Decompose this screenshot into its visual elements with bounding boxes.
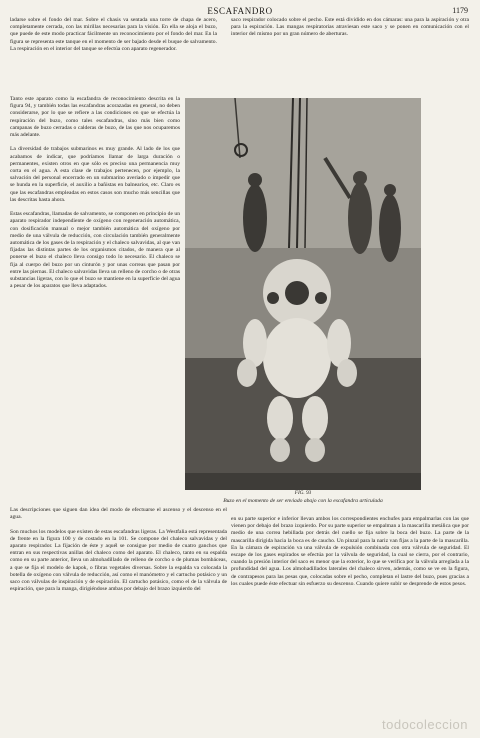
text-side-left: Tanto este aparato como la escafandra de reconocimiento descrita en la figura 94, y también todas las escafandras acorazadas en general, no deben considerarse, por lo que se refiere a las condiciones en que se efectúa la respiración del buzo, como tales escafandras, sino más bien como campanas de buzo cerradas o calderas de buzo, de las que nos ocuparemos más adelante. La diversidad de trabajos submarinos es muy grande. Al lado de los que acabamos de indicar, que podríamos llamar de larga duración o permanentes, existen otros en que sólo es preciso una permanencia muy corta en el agua. A esta clase de trabajos pertenecen, por ejemplo, la salvación del personal encerrado en un submarino averiado o impedir que se hunda en la superficie, el auxilio a bañistas en balnearios, etc. Claro es que las escafandras empleadas en estos casos son mucho más sencillas que las descritas hasta ahora. Estas escafandras, llamadas de salvamento, se componen en principio de un aparato respirador independiente de oxígeno con regeneración automática, con dosificación manual o mejor también automática del oxígeno por medio de una válvula de reducción, con circulación también generalmente automática de los gases de la respiración y el chaleco salvavidas, al que van fijadas las distintas partes de los organismos citados, de manera que al ponerse el buzo el chaleco lleva consigo todo lo necesario. El chaleco se fija al cuerpo del buzo por un cinturón y por unas correas que pasan por entre las piernas. El chaleco salvavidas lleva un relleno de corcho o de otras substancias ligeras, con lo que el buzo se mantiene en la superficie del agua a pesar de los aparatos que lleva adaptados.	[10, 96, 180, 290]
figure-label: FIG. 93	[294, 490, 312, 496]
text-bottom-left: Las descripciones que siguen dan idea del modo de efectuarse el ascenso y el descenso en el agua. Son muchos los modelos que existen de estas escafandras ligeras. La Westfalia está representada de frente en la figura 100 y de costado en la 101. Se compone del chaleco salvavidas y del aparato respirador. La fijación de éste y aquél se consigue por medio de cuatro ganchos que entran en sus respectivas anillas del chaleco como del aparato. El chaleco, tanto en su espalda como en su parte anterior, lleva un almohadillado de relleno de corcho o de plumas bombáceas, a que se fija el modelo de kapok, o fibras vegetales diversas. Sobre la espalda va colocada la botella de oxígeno con válvula de reducción, así como el manómetro y el cartucho potásico y un saco con válvulas de inspiración y de espiración. El cartucho potásico, como el de la válvula de espiración, que para la manga, dirigiéndose ambas por debajo del brazo izquierdo del	[10, 507, 227, 593]
watermark-logo: todocoleccion	[382, 717, 468, 732]
diver-photo	[185, 98, 421, 490]
text-top-right: saco respirador colocado sobre el pecho. Este está dividido en dos cámaras: una para la aspiración y otra para la espiración. Las mangas respiratorias atraviesan este saco y se ponen en comunicación con el interior del mismo por un gran número de aberturas.	[231, 17, 469, 38]
figure-caption: Buzo en el momento de ser enviado abajo con la escafandra articulada	[223, 498, 383, 504]
text-top-left: ladarse sobre el fondo del mar. Sobre el chasis va sentada una torre de chapa de acero, completamente cerrada, con las mirillas necesarias para la visión. En ella se aloja el buzo, que puede de este modo practicar fácilmente un reconocimiento por el fondo del mar. En la figura se representa este tanque en el momento de ser bajado desde el buque de salvamento. La respiración en el interior del tanque se efectúa con aparato regenerador.	[10, 17, 217, 52]
page-header-title: ESCAFANDRO	[207, 6, 273, 16]
page-number: 1179	[452, 6, 468, 15]
diver-photo-illustration	[185, 98, 421, 490]
text-bottom-right: en su parte superior e inferior llevan ambos los correspondientes enchufes para empalmarlas con las que vienen por debajo del brazo izquierdo. Por su parte superior se empalman a la mascarilla metálica que por medio de una correa hebillada por detrás del cuello se fija sobre la boca del buzo. La parte de la mascarilla dirigida hacia la boca es de caucho. Un pinzal para la nariz van fijas a la parte de la mascarilla. En la cámara de espiración va una válvula de expulsión combinada con otra válvula de seguridad. El escape de los gases espirados se efectúa por la válvula de seguridad, la cual se cierra, por el contrario, cuando la presión interior del saco es menor que la exterior, lo que se verifica por la válvula arreglada a la profundidad del agua. Los almohadillados laterales del chaleco sirven, además, como se ve en la figura, de contrapesos para las pesas que, colocadas sobre el pecho, completan el lastre del buzo, pues gracias a los cuales puede éste efectuar sin esfuerzo su descenso. Cuando quiere subir se desprende de estos pesos.	[231, 516, 469, 587]
